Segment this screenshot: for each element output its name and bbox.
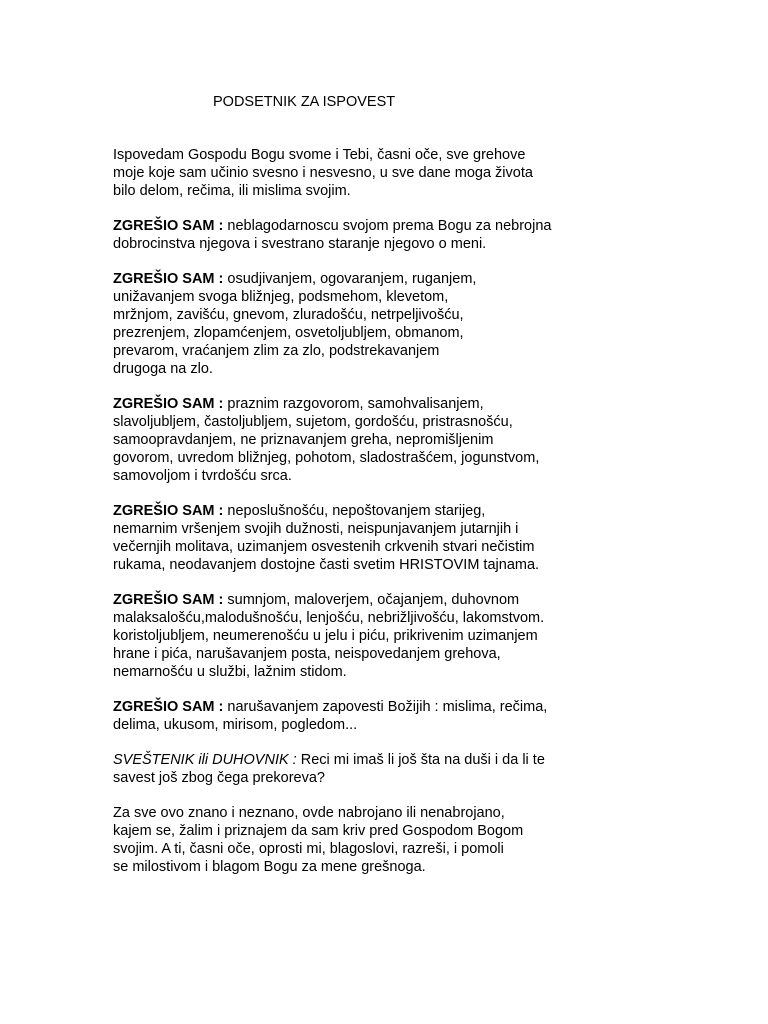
text-line: rukama, neodavanjem dostojne časti svetim HRISTOVIM tajnama. (113, 557, 540, 573)
confession-heading: ZGREŠIO SAM : (113, 699, 224, 715)
text-line: hrane i pića, narušavanjem posta, neispovedanjem grehova, (113, 646, 501, 662)
text-line: delima, ukusom, mirisom, pogledom... (113, 717, 358, 733)
text-line: Ispovedam Gospodu Bogu svome i Tebi, časni oče, sve grehove (113, 147, 526, 163)
text-line (113, 395, 583, 413)
text-line: dobrocinstva njegova i svestrano staranje njegovo o meni. (113, 236, 487, 252)
text-line: kajem se, žalim i priznajem da sam kriv pred Gospodom Bogom (113, 823, 524, 839)
text-run: osudjivanjem, ogovaranjem, ruganjem, (223, 271, 477, 287)
confession-heading: ZGREŠIO SAM : (113, 503, 224, 519)
text-line: nemarnošću u službi, lažnim stidom. (113, 664, 347, 680)
paragraph-confession-2 (113, 270, 583, 378)
text-line: prezrenjem, zlopamćenjem, osvetoljubljem, obmanom, (113, 325, 464, 341)
text-line: samovoljom i tvrdošću srca. (113, 468, 292, 484)
text-line: drugoga na zlo. (113, 361, 213, 377)
text-line: Za sve ovo znano i neznano, ovde nabrojano ili nenabrojano, (113, 805, 505, 821)
text-line: slavoljubljem, častoljubljem, sujetom, gordošću, pristrasnošću, (113, 414, 513, 430)
confession-heading: ZGREŠIO SAM : (113, 271, 224, 287)
text-run: sumnjom, maloverjem, očajanjem, duhovnom (223, 592, 520, 608)
document-title: PODSETNIK ZA ISPOVEST (213, 94, 396, 110)
confession-heading: ZGREŠIO SAM : (113, 396, 224, 412)
text-line: prevarom, vraćanjem zlim za zlo, podstrekavanjem (113, 343, 440, 359)
text-run: neposlušnošću, nepoštovanjem starijeg, (223, 503, 486, 519)
text-line (113, 591, 583, 609)
text-run: neblagodarnoscu svojom prema Bogu za nebrojna (223, 218, 552, 234)
text-line: savest još zbog čega prekoreva? (113, 770, 325, 786)
text-line: moje koje sam učinio svesno i nesvesno, u sve dane moga života (113, 165, 533, 181)
paragraph-confession-5 (113, 591, 583, 681)
text-line (113, 698, 583, 716)
text-run: narušavanjem zapovesti Božijih : mislima, rečima, (223, 699, 548, 715)
document-body (113, 146, 583, 893)
text-line (113, 502, 583, 520)
text-line (113, 751, 583, 769)
priest-heading: SVEŠTENIK ili DUHOVNIK : (113, 752, 297, 768)
text-line: svojim. A ti, časni oče, oprosti mi, blagoslovi, razreši, i pomoli (113, 841, 504, 857)
paragraph-closing (113, 804, 583, 876)
paragraph-confession-3 (113, 395, 583, 485)
paragraph-confession-4 (113, 502, 583, 574)
text-line: bilo delom, rečima, ili mislima svojim. (113, 183, 351, 199)
confession-heading: ZGREŠIO SAM : (113, 592, 224, 608)
text-line (113, 217, 583, 235)
text-run: Reci mi imaš li još šta na duši i da li te (296, 752, 545, 768)
text-line: koristoljubljem, neumerenošću u jelu i piću, prikrivenim uzimanjem (113, 628, 538, 644)
paragraph-confession-1 (113, 217, 583, 253)
text-line: samoopravdanjem, ne priznavanjem greha, nepromišljenim (113, 432, 494, 448)
text-line: nemarnim vršenjem svojih dužnosti, neispunjavanjem jutarnjih i (113, 521, 519, 537)
confession-heading: ZGREŠIO SAM : (113, 218, 224, 234)
paragraph-intro (113, 146, 583, 200)
text-line: večernjih molitava, uzimanjem osvestenih crkvenih stvari nečistim (113, 539, 535, 555)
text-line: mržnjom, zavišću, gnevom, zluradošću, netrpeljivošću, (113, 307, 464, 323)
paragraph-priest (113, 751, 583, 787)
text-line: malaksalošću,malodušnošću, lenjošću, nebrižljivošću, lakomstvom. (113, 610, 545, 626)
paragraph-confession-6 (113, 698, 583, 734)
text-line: se milostivom i blagom Bogu za mene grešnoga. (113, 859, 426, 875)
text-line: unižavanjem svoga bližnjeg, podsmehom, klevetom, (113, 289, 449, 305)
text-line (113, 270, 583, 288)
text-line: govorom, uvredom bližnjeg, pohotom, sladostrašćem, jogunstvom, (113, 450, 540, 466)
text-run: praznim razgovorom, samohvalisanjem, (223, 396, 484, 412)
